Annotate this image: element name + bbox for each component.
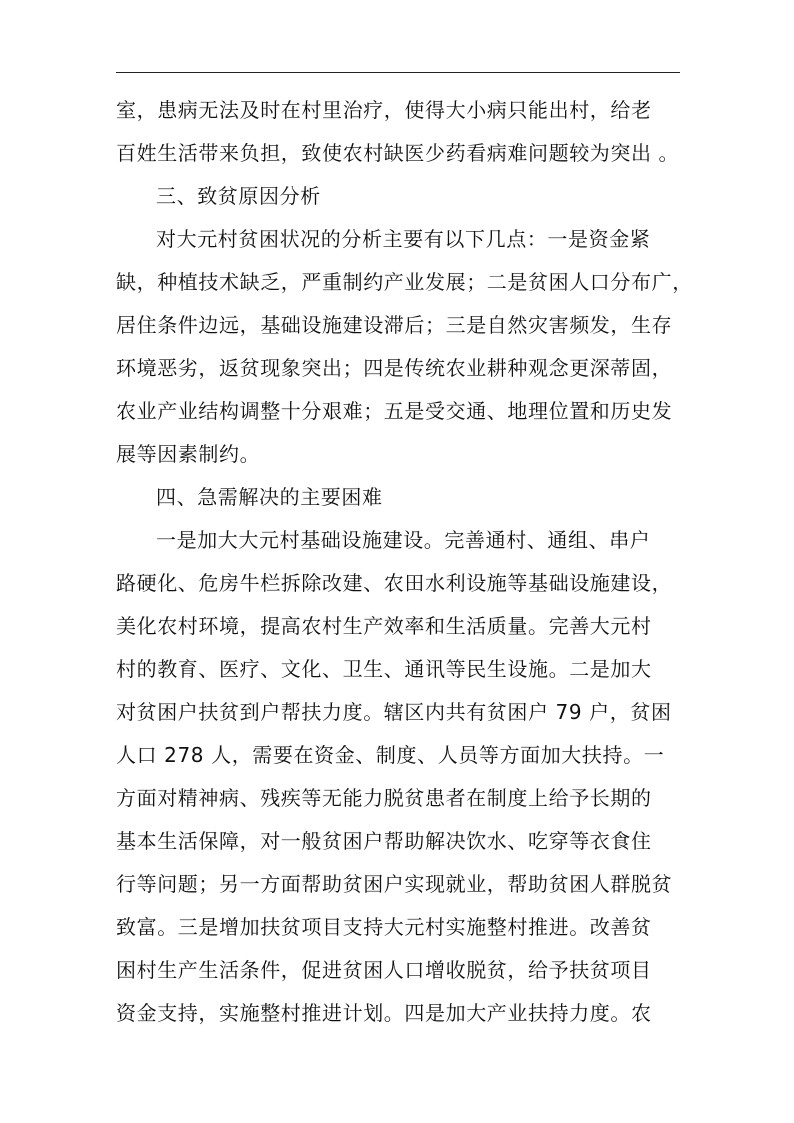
body-line: 对贫困户扶贫到户帮扶力度。辖区内共有贫困户 79 户，贫困 bbox=[116, 700, 672, 724]
body-line: 困村生产生活条件，促进贫困人口增收脱贫，给予扶贫项目 bbox=[116, 958, 652, 982]
header-rule bbox=[116, 72, 680, 73]
body-line: 缺，种植技术缺乏，严重制约产业发展；二是贫困人口分布广， bbox=[116, 270, 693, 294]
section-heading: 四、急需解决的主要困难 bbox=[156, 485, 383, 509]
body-line: 百姓生活带来负担，致使农村缺医少药看病难问题较为突出 。 bbox=[116, 141, 680, 165]
section-heading: 三、致贫原因分析 bbox=[156, 184, 321, 208]
body-line: 环境恶劣，返贫现象突出；四是传统农业耕种观念更深蒂固， bbox=[116, 356, 673, 380]
body-line: 室，患病无法及时在村里治疗，使得大小病只能出村，给老 bbox=[116, 98, 652, 122]
body-line: 美化农村环境，提高农村生产效率和生活质量。完善大元村 bbox=[116, 614, 652, 638]
body-line: 对大元村贫困状况的分析主要有以下几点：一是资金紧 bbox=[156, 227, 651, 251]
body-line: 一是加大大元村基础设施建设。完善通村、通组、串户 bbox=[156, 528, 651, 552]
body-line: 村的教育、医疗、文化、卫生、通讯等民生设施。二是加大 bbox=[116, 657, 652, 681]
body-line: 路硬化、危房牛栏拆除改建、农田水利设施等基础设施建设， bbox=[116, 571, 673, 595]
body-line: 农业产业结构调整十分艰难；五是受交通、地理位置和历史发 bbox=[116, 399, 673, 423]
body-line: 人口 278 人，需要在资金、制度、人员等方面加大扶持。一 bbox=[116, 743, 665, 767]
body-line: 资金支持，实施整村推进计划。四是加大产业扶持力度。农 bbox=[116, 1001, 652, 1025]
body-line: 基本生活保障，对一般贫困户帮助解决饮水、吃穿等衣食住 bbox=[116, 829, 652, 853]
body-line: 行等问题；另一方面帮助贫困户实现就业，帮助贫困人群脱贫 bbox=[116, 872, 673, 896]
body-line: 展等因素制约。 bbox=[116, 442, 261, 466]
body-line: 致富。三是增加扶贫项目支持大元村实施整村推进。改善贫 bbox=[116, 915, 652, 939]
body-line: 方面对精神病、残疾等无能力脱贫患者在制度上给予长期的 bbox=[116, 786, 652, 810]
body-line: 居住条件边远，基础设施建设滞后；三是自然灾害频发，生存 bbox=[116, 313, 673, 337]
